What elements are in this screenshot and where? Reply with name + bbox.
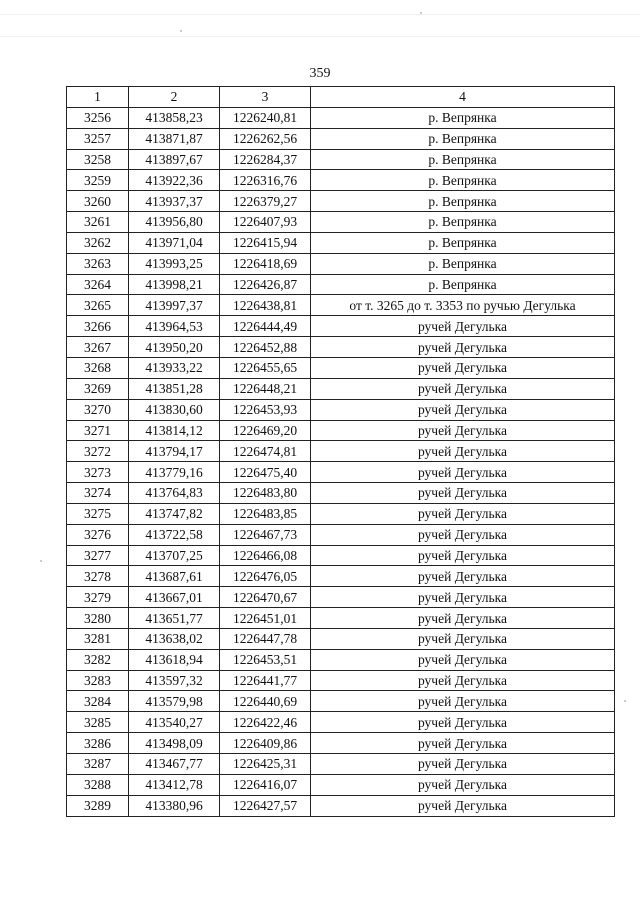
point-number-cell: 3270 bbox=[67, 399, 129, 420]
x-coordinate-cell: 413722,58 bbox=[129, 524, 220, 545]
y-coordinate-cell: 1226416,07 bbox=[220, 774, 311, 795]
table-row bbox=[67, 316, 615, 337]
scan-speck bbox=[624, 700, 626, 702]
y-coordinate-cell: 1226452,88 bbox=[220, 337, 311, 358]
scan-artifact bbox=[0, 14, 640, 15]
point-number-cell: 3259 bbox=[67, 170, 129, 191]
description-cell: р. Вепрянка bbox=[311, 128, 615, 149]
description-cell: ручей Дегулька bbox=[311, 628, 615, 649]
table-row bbox=[67, 212, 615, 233]
description-cell: от т. 3265 до т. 3353 по ручью Дегулька bbox=[311, 295, 615, 316]
point-number-cell: 3264 bbox=[67, 274, 129, 295]
x-coordinate-cell: 413498,09 bbox=[129, 733, 220, 754]
y-coordinate-cell: 1226483,80 bbox=[220, 483, 311, 504]
description-cell: ручей Дегулька bbox=[311, 649, 615, 670]
y-coordinate-cell: 1226444,49 bbox=[220, 316, 311, 337]
description-cell: ручей Дегулька bbox=[311, 774, 615, 795]
table-row bbox=[67, 170, 615, 191]
y-coordinate-cell: 1226415,94 bbox=[220, 232, 311, 253]
point-number-cell: 3283 bbox=[67, 670, 129, 691]
point-number-cell: 3289 bbox=[67, 795, 129, 816]
description-cell: ручей Дегулька bbox=[311, 503, 615, 524]
point-number-cell: 3269 bbox=[67, 378, 129, 399]
x-coordinate-cell: 413638,02 bbox=[129, 628, 220, 649]
table-header-row bbox=[67, 87, 615, 108]
y-coordinate-cell: 1226240,81 bbox=[220, 107, 311, 128]
point-number-cell: 3263 bbox=[67, 253, 129, 274]
description-cell: р. Вепрянка bbox=[311, 149, 615, 170]
point-number-cell: 3280 bbox=[67, 608, 129, 629]
x-coordinate-cell: 413764,83 bbox=[129, 483, 220, 504]
table-row bbox=[67, 399, 615, 420]
description-cell: р. Вепрянка bbox=[311, 107, 615, 128]
description-cell: ручей Дегулька bbox=[311, 754, 615, 775]
description-cell: р. Вепрянка bbox=[311, 232, 615, 253]
x-coordinate-cell: 413651,77 bbox=[129, 608, 220, 629]
table-row bbox=[67, 503, 615, 524]
point-number-cell: 3287 bbox=[67, 754, 129, 775]
table-row bbox=[67, 608, 615, 629]
x-coordinate-cell: 413933,22 bbox=[129, 357, 220, 378]
table-row bbox=[67, 649, 615, 670]
x-coordinate-cell: 413922,36 bbox=[129, 170, 220, 191]
point-number-cell: 3278 bbox=[67, 566, 129, 587]
description-cell: р. Вепрянка bbox=[311, 212, 615, 233]
point-number-cell: 3256 bbox=[67, 107, 129, 128]
column-header-2: 2 bbox=[129, 87, 220, 108]
table-row bbox=[67, 274, 615, 295]
table-row bbox=[67, 462, 615, 483]
x-coordinate-cell: 413747,82 bbox=[129, 503, 220, 524]
scan-artifact bbox=[0, 36, 640, 37]
description-cell: ручей Дегулька bbox=[311, 587, 615, 608]
y-coordinate-cell: 1226409,86 bbox=[220, 733, 311, 754]
y-coordinate-cell: 1226422,46 bbox=[220, 712, 311, 733]
x-coordinate-cell: 413618,94 bbox=[129, 649, 220, 670]
y-coordinate-cell: 1226284,37 bbox=[220, 149, 311, 170]
y-coordinate-cell: 1226438,81 bbox=[220, 295, 311, 316]
x-coordinate-cell: 413467,77 bbox=[129, 754, 220, 775]
y-coordinate-cell: 1226470,67 bbox=[220, 587, 311, 608]
point-number-cell: 3262 bbox=[67, 232, 129, 253]
y-coordinate-cell: 1226469,20 bbox=[220, 420, 311, 441]
x-coordinate-cell: 413412,78 bbox=[129, 774, 220, 795]
table-body bbox=[67, 107, 615, 816]
y-coordinate-cell: 1226427,57 bbox=[220, 795, 311, 816]
y-coordinate-cell: 1226426,87 bbox=[220, 274, 311, 295]
point-number-cell: 3288 bbox=[67, 774, 129, 795]
point-number-cell: 3266 bbox=[67, 316, 129, 337]
description-cell: ручей Дегулька bbox=[311, 483, 615, 504]
table-row bbox=[67, 670, 615, 691]
page-number: 359 bbox=[309, 66, 331, 81]
table-row bbox=[67, 295, 615, 316]
y-coordinate-cell: 1226455,65 bbox=[220, 357, 311, 378]
scan-speck bbox=[180, 30, 182, 32]
table-row bbox=[67, 441, 615, 462]
point-number-cell: 3284 bbox=[67, 691, 129, 712]
description-cell: ручей Дегулька bbox=[311, 795, 615, 816]
table-row bbox=[67, 337, 615, 358]
y-coordinate-cell: 1226476,05 bbox=[220, 566, 311, 587]
description-cell: ручей Дегулька bbox=[311, 670, 615, 691]
description-cell: ручей Дегулька bbox=[311, 316, 615, 337]
table-row bbox=[67, 712, 615, 733]
x-coordinate-cell: 413897,67 bbox=[129, 149, 220, 170]
point-number-cell: 3274 bbox=[67, 483, 129, 504]
table-row bbox=[67, 232, 615, 253]
x-coordinate-cell: 413937,37 bbox=[129, 191, 220, 212]
x-coordinate-cell: 413687,61 bbox=[129, 566, 220, 587]
table-row bbox=[67, 483, 615, 504]
description-cell: ручей Дегулька bbox=[311, 566, 615, 587]
y-coordinate-cell: 1226418,69 bbox=[220, 253, 311, 274]
description-cell: ручей Дегулька bbox=[311, 420, 615, 441]
table-row bbox=[67, 754, 615, 775]
point-number-cell: 3286 bbox=[67, 733, 129, 754]
point-number-cell: 3277 bbox=[67, 545, 129, 566]
description-cell: ручей Дегулька bbox=[311, 524, 615, 545]
table-row bbox=[67, 566, 615, 587]
y-coordinate-cell: 1226425,31 bbox=[220, 754, 311, 775]
description-cell: ручей Дегулька bbox=[311, 378, 615, 399]
x-coordinate-cell: 413851,28 bbox=[129, 378, 220, 399]
description-cell: ручей Дегулька bbox=[311, 691, 615, 712]
y-coordinate-cell: 1226379,27 bbox=[220, 191, 311, 212]
x-coordinate-cell: 413794,17 bbox=[129, 441, 220, 462]
x-coordinate-cell: 413707,25 bbox=[129, 545, 220, 566]
description-cell: р. Вепрянка bbox=[311, 274, 615, 295]
point-number-cell: 3271 bbox=[67, 420, 129, 441]
table-row bbox=[67, 149, 615, 170]
point-number-cell: 3265 bbox=[67, 295, 129, 316]
column-header-3: 3 bbox=[220, 87, 311, 108]
point-number-cell: 3282 bbox=[67, 649, 129, 670]
point-number-cell: 3275 bbox=[67, 503, 129, 524]
x-coordinate-cell: 413964,53 bbox=[129, 316, 220, 337]
table-row bbox=[67, 253, 615, 274]
x-coordinate-cell: 413858,23 bbox=[129, 107, 220, 128]
point-number-cell: 3281 bbox=[67, 628, 129, 649]
description-cell: р. Вепрянка bbox=[311, 253, 615, 274]
y-coordinate-cell: 1226447,78 bbox=[220, 628, 311, 649]
point-number-cell: 3267 bbox=[67, 337, 129, 358]
y-coordinate-cell: 1226475,40 bbox=[220, 462, 311, 483]
table-row bbox=[67, 691, 615, 712]
x-coordinate-cell: 413997,37 bbox=[129, 295, 220, 316]
table-row bbox=[67, 795, 615, 816]
y-coordinate-cell: 1226441,77 bbox=[220, 670, 311, 691]
description-cell: ручей Дегулька bbox=[311, 357, 615, 378]
x-coordinate-cell: 413380,96 bbox=[129, 795, 220, 816]
y-coordinate-cell: 1226474,81 bbox=[220, 441, 311, 462]
point-number-cell: 3273 bbox=[67, 462, 129, 483]
description-cell: ручей Дегулька bbox=[311, 712, 615, 733]
point-number-cell: 3279 bbox=[67, 587, 129, 608]
description-cell: ручей Дегулька bbox=[311, 462, 615, 483]
column-header-4: 4 bbox=[311, 87, 615, 108]
x-coordinate-cell: 413579,98 bbox=[129, 691, 220, 712]
point-number-cell: 3258 bbox=[67, 149, 129, 170]
table-row bbox=[67, 128, 615, 149]
x-coordinate-cell: 413779,16 bbox=[129, 462, 220, 483]
scan-speck bbox=[420, 12, 422, 14]
x-coordinate-cell: 413830,60 bbox=[129, 399, 220, 420]
y-coordinate-cell: 1226262,56 bbox=[220, 128, 311, 149]
y-coordinate-cell: 1226407,93 bbox=[220, 212, 311, 233]
point-number-cell: 3272 bbox=[67, 441, 129, 462]
x-coordinate-cell: 413667,01 bbox=[129, 587, 220, 608]
scan-speck bbox=[40, 560, 42, 562]
table-row bbox=[67, 191, 615, 212]
table-row bbox=[67, 733, 615, 754]
x-coordinate-cell: 413597,32 bbox=[129, 670, 220, 691]
x-coordinate-cell: 413993,25 bbox=[129, 253, 220, 274]
table-row bbox=[67, 420, 615, 441]
x-coordinate-cell: 413871,87 bbox=[129, 128, 220, 149]
column-header-1: 1 bbox=[67, 87, 129, 108]
description-cell: ручей Дегулька bbox=[311, 733, 615, 754]
table-row bbox=[67, 774, 615, 795]
y-coordinate-cell: 1226453,51 bbox=[220, 649, 311, 670]
x-coordinate-cell: 413540,27 bbox=[129, 712, 220, 733]
point-number-cell: 3285 bbox=[67, 712, 129, 733]
coordinates-table bbox=[66, 86, 615, 817]
y-coordinate-cell: 1226466,08 bbox=[220, 545, 311, 566]
description-cell: ручей Дегулька bbox=[311, 399, 615, 420]
y-coordinate-cell: 1226453,93 bbox=[220, 399, 311, 420]
x-coordinate-cell: 413971,04 bbox=[129, 232, 220, 253]
table-row bbox=[67, 107, 615, 128]
point-number-cell: 3261 bbox=[67, 212, 129, 233]
description-cell: ручей Дегулька bbox=[311, 608, 615, 629]
x-coordinate-cell: 413998,21 bbox=[129, 274, 220, 295]
y-coordinate-cell: 1226448,21 bbox=[220, 378, 311, 399]
description-cell: р. Вепрянка bbox=[311, 191, 615, 212]
description-cell: р. Вепрянка bbox=[311, 170, 615, 191]
y-coordinate-cell: 1226316,76 bbox=[220, 170, 311, 191]
point-number-cell: 3257 bbox=[67, 128, 129, 149]
description-cell: ручей Дегулька bbox=[311, 545, 615, 566]
y-coordinate-cell: 1226483,85 bbox=[220, 503, 311, 524]
y-coordinate-cell: 1226467,73 bbox=[220, 524, 311, 545]
x-coordinate-cell: 413950,20 bbox=[129, 337, 220, 358]
table-row bbox=[67, 357, 615, 378]
point-number-cell: 3276 bbox=[67, 524, 129, 545]
table-row bbox=[67, 628, 615, 649]
x-coordinate-cell: 413956,80 bbox=[129, 212, 220, 233]
point-number-cell: 3260 bbox=[67, 191, 129, 212]
point-number-cell: 3268 bbox=[67, 357, 129, 378]
y-coordinate-cell: 1226440,69 bbox=[220, 691, 311, 712]
description-cell: ручей Дегулька bbox=[311, 337, 615, 358]
x-coordinate-cell: 413814,12 bbox=[129, 420, 220, 441]
table-row bbox=[67, 545, 615, 566]
y-coordinate-cell: 1226451,01 bbox=[220, 608, 311, 629]
table-row bbox=[67, 587, 615, 608]
table-row bbox=[67, 524, 615, 545]
table-row bbox=[67, 378, 615, 399]
description-cell: ручей Дегулька bbox=[311, 441, 615, 462]
